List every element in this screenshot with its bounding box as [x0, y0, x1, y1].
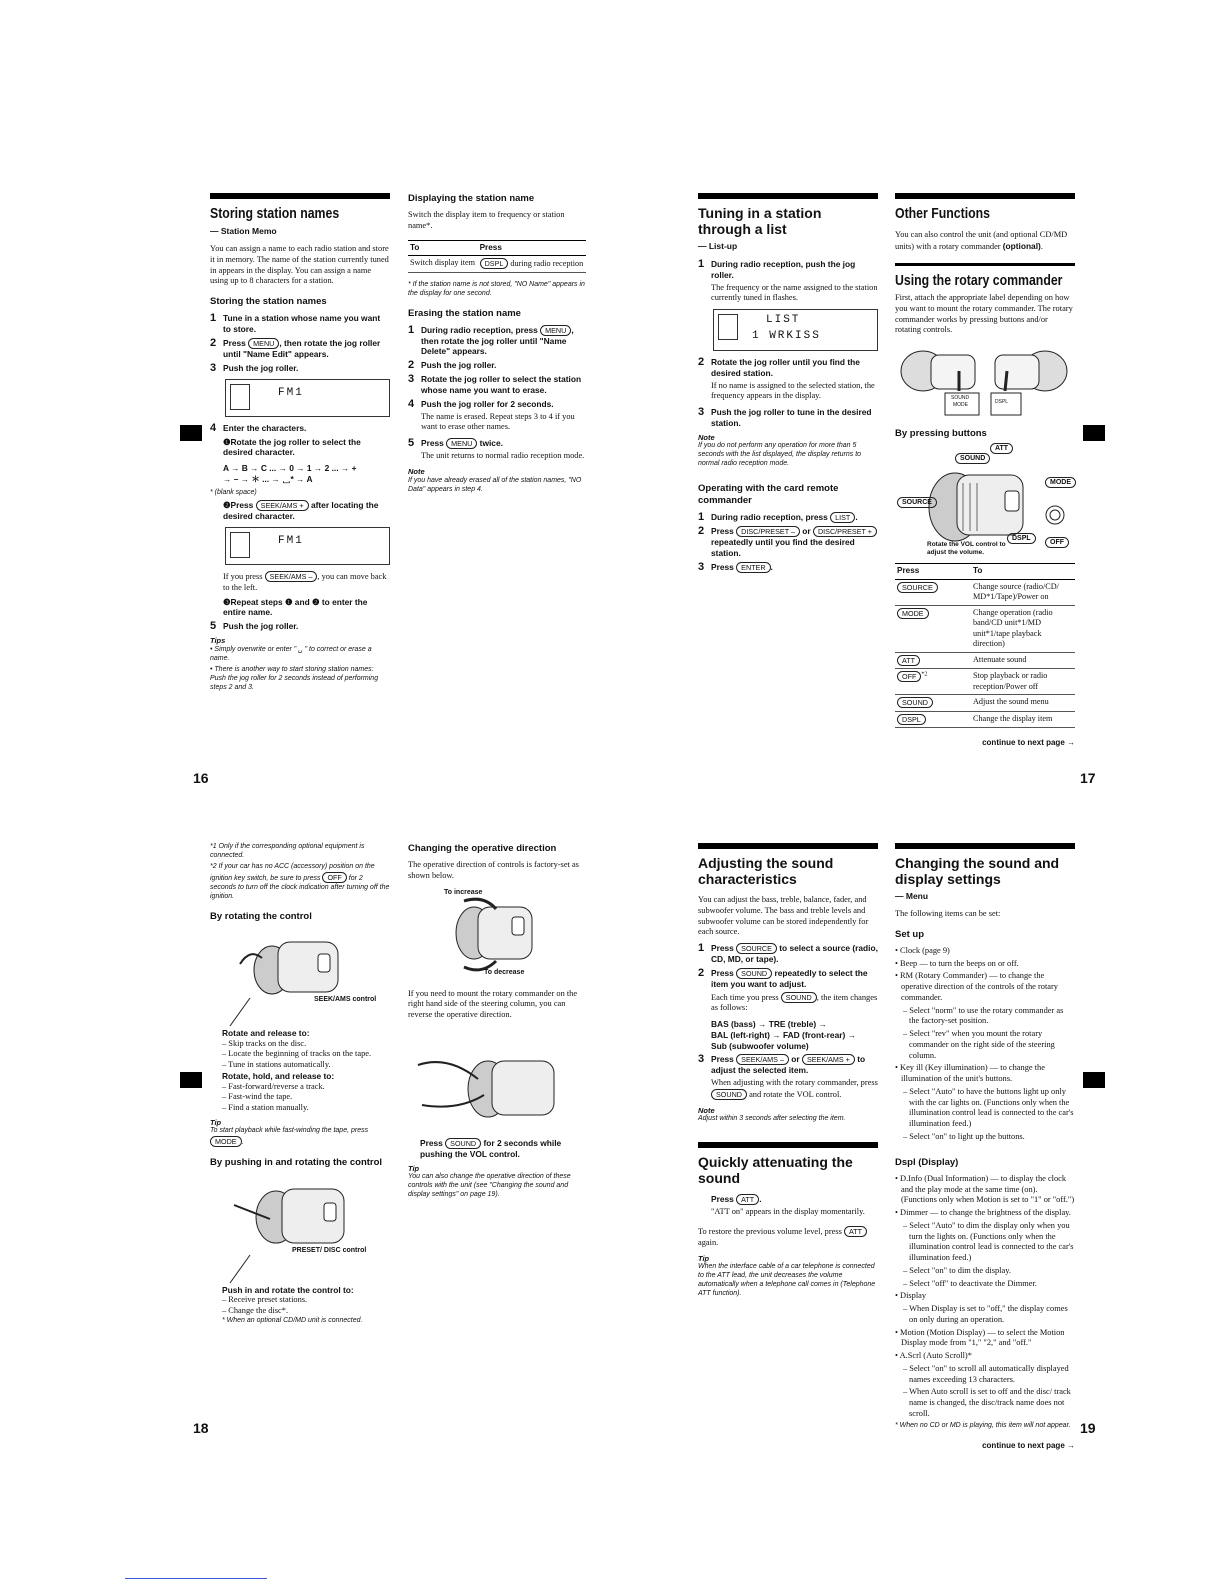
source-button-label: SOURCE: [897, 497, 937, 508]
pressing-buttons-heading: By pressing buttons: [895, 428, 987, 439]
p16-left-column: [210, 193, 390, 695]
list-item: – Select "Auto" to have the buttons light up only with the car lights on. (Functions only when the illumination control lead is connected to the car's illumination feed.): [903, 1086, 1074, 1129]
tuning-note: If you do not perform any operation for more than 5 seconds with the list displayed, the display returns to normal radio reception mode.: [698, 442, 862, 468]
storing-step-2: 2 Press MENU , then rotate the jog roller until "Name Edit" appears.: [210, 336, 381, 359]
p19-left-column: [698, 843, 878, 1301]
adjusting-title: Adjusting the sound characteristics: [698, 855, 834, 888]
p17-left-column: [698, 193, 878, 575]
list-item: – Select "rev" when you mount the rotary commander on the right side of the steering column.: [903, 1029, 1055, 1060]
section-rule: [895, 263, 1075, 266]
tuning-step-1: 1 During radio reception, push the jog roller.: [698, 258, 856, 280]
preset-label: PRESET/ DISC control: [292, 1246, 367, 1254]
list-item: • Dimmer — to change the brightness of the display.: [895, 1208, 1071, 1218]
push-list: – Receive preset stations. – Change the disc*. * When an optional CD/MD unit is connected.: [222, 1295, 363, 1324]
list-item: – Select "on" to light up the buttons.: [903, 1131, 1025, 1141]
section-rule: [698, 843, 878, 849]
list-item: • D.Info (Dual Information) — to display the clock and the play mode at the same time (on). (Functions only when Motion is set to "1" or "off."): [895, 1173, 1075, 1205]
p19-right-column: [895, 843, 1075, 1451]
step-4a: ❶Rotate the jog roller to select the desired character.: [223, 436, 361, 458]
storing-intro: You can assign a name to each radio station and store it in memory. The name of the station currently tuned in appears in the display. You can assign a name using up to 8 characters for a station.: [210, 244, 389, 286]
list-item: • Motion (Motion Display) — to select the Motion Display mode from "1," "2," and "off.": [895, 1327, 1065, 1348]
continue-note: continue to next page →: [982, 738, 1075, 748]
adjusting-step-3: 3 Press SEEK/AMS – or SEEK/AMS + to adjust the selected item.: [698, 1053, 866, 1076]
rotary-button-table: [895, 563, 1075, 728]
seek-control-drawing: [210, 928, 390, 1028]
table-row: Switch display item DSPL during radio reception: [408, 256, 586, 273]
char-sequence-1: A → B → C ... → 0 → 1 → 2 ... → +: [223, 463, 357, 474]
sound-press-instruction: Press SOUND for 2 seconds while pushing the VOL control.: [420, 1137, 562, 1159]
erasing-step-4-body: The name is erased. Repeat steps 3 to 4 if you want to erase other names.: [421, 411, 575, 432]
col-to: To: [971, 564, 1075, 580]
attenuating-press: Press ATT .: [711, 1194, 762, 1205]
direction-heading: Changing the operative direction: [408, 843, 557, 854]
section-rule: [698, 193, 878, 199]
erasing-note: If you have already erased all of the station names, "NO Data" appears in step 4.: [408, 476, 582, 493]
direction-intro: The operative direction of controls is factory-set as shown below.: [408, 860, 579, 880]
adjusting-step-2-body: Each time you press SOUND , the item changes as follows:: [711, 992, 878, 1013]
step-4c: ❸Repeat steps ❶ and ❷ to enter the entire name.: [223, 596, 368, 618]
changing-subtitle: — Menu: [895, 891, 929, 902]
buttons-illustration: [895, 445, 1075, 563]
seek-illustration: [210, 928, 390, 1028]
tip-2: • There is another way to start storing station names: Push the jog roller for 2 seconds instead of performing steps 2 and 3.: [210, 665, 379, 691]
list-item: – Select "norm" to use the rotary commander as the factory-set position.: [903, 1005, 1064, 1026]
adjusting-step-1: 1 Press SOURCE to select a source (radio, CD, MD, or tape).: [698, 942, 878, 965]
seek-label: SEEK/AMS control: [314, 995, 377, 1003]
list-item: • Key ill (Key illumination) — to change the illumination of the unit's buttons.: [895, 1063, 1045, 1084]
p18-right-column: [408, 843, 586, 1202]
list-item: – When Display is set to "off," the display comes on only during an operation.: [903, 1304, 1068, 1324]
card-step-2: 2 Press DISC/PRESET – or DISC/PRESET + repeatedly until you find the desired station.: [698, 526, 878, 559]
lcd-display-1: FM1: [225, 379, 390, 417]
edge-marker: [180, 1072, 202, 1088]
section-rule: [895, 193, 1075, 199]
storing-heading: Storing the station names: [210, 296, 327, 308]
card-step-1: 1 During radio reception, press LIST .: [698, 511, 858, 524]
attenuating-title: Quickly attenuating the sound: [698, 1154, 853, 1187]
sound-press-illustration: [408, 1035, 586, 1135]
adjusting-step-2: 2 Press SOUND repeatedly to select the item you want to adjust.: [698, 966, 868, 989]
p17-right-column: [895, 193, 1075, 748]
other-functions-title: Other Functions: [895, 205, 990, 222]
decrease-label: To decrease: [484, 968, 525, 976]
erasing-step-2: 2 Push the jog roller.: [408, 359, 497, 372]
dspl-list: [895, 1174, 1075, 1420]
sound-sequence-2: BAL (left-right) → FAD (front-rear) →: [711, 1029, 856, 1040]
attenuating-body: "ATT on" appears in the display momentarily.: [711, 1207, 865, 1217]
p16-right-column: [408, 193, 586, 496]
list-item: – Select "on" to dim the display.: [903, 1265, 1011, 1275]
rotate-hold-heading: Rotate, hold, and release to:: [222, 1070, 335, 1081]
displaying-intro: Switch the display item to frequency or station name*.: [408, 210, 565, 230]
rotate-release-heading: Rotate and release to:: [222, 1027, 310, 1038]
setup-list: [895, 946, 1075, 1143]
page-number-16: 16: [193, 770, 209, 786]
label-illustration: [895, 341, 1075, 419]
pushing-heading: By pushing in and rotating the control: [210, 1157, 383, 1169]
rotate-release-list: – Skip tracks on the disc. – Locate the beginning of tracks on the tape. – Tune in stations automatically.: [222, 1038, 372, 1070]
storing-step-4: 4 Enter the characters.: [210, 421, 307, 434]
char-sequence-2: → – → ＊ ... → ␣* → A: [223, 473, 313, 484]
sound-sequence-1: BAS (bass) → TRE (treble) →: [711, 1019, 827, 1030]
dspl-heading: Dspl (Display): [895, 1156, 959, 1168]
tuning-note-heading: Note: [698, 432, 715, 442]
list-item: – Select "Auto" to dim the display only when you turn the lights on. (Functions only when the illumination control lead is connected to the car's illumination feed.): [903, 1220, 1074, 1263]
adjusting-intro: You can adjust the bass, treble, balance, fader, and subwoofer volume. The bass and treble levels and subwoofer volume can be stored independently for each source.: [698, 895, 869, 937]
preset-control-drawing: [210, 1175, 390, 1285]
tuning-title: Tuning in a station through a list: [698, 205, 822, 238]
blank-note: * (blank space): [210, 488, 257, 496]
push-heading: Push in and rotate the control to:: [222, 1284, 354, 1295]
table-row: OFF $^{*2}$ Stop playback or radio reception/Power off: [895, 669, 1075, 695]
continue-note: continue to next page →: [982, 1440, 1075, 1450]
storing-title: Storing station names: [210, 205, 340, 222]
table-row: SOURCE Change source (radio/CD/ MD*1/Tape)/Power on: [895, 579, 1075, 605]
tip-1: • Simply overwrite or enter " ␣ " to correct or erase a name.: [210, 645, 372, 662]
list-item: • RM (Rotary Commander) — to change the operative direction of the controls of the rotary commander.: [895, 971, 1058, 1002]
adjusting-note-heading: Note: [698, 1105, 715, 1115]
off-button-label: OFF: [1045, 537, 1069, 548]
page-number-18: 18: [193, 1420, 209, 1436]
table-row: DSPL Change the display item: [895, 711, 1075, 728]
step-4b-body: If you press SEEK/AMS – , you can move back to the left.: [223, 572, 387, 592]
bottom-link-line: [125, 1578, 267, 1579]
rotary-intro: First, attach the appropriate label depending on how you want to mount the rotary commander. The rotary commander works by pressing buttons and/or rotating controls.: [895, 293, 1073, 335]
other-intro: You can also control the unit (and optional CD/MD units) with a rotary commander (optional).: [895, 230, 1068, 251]
rotating-heading: By rotating the control: [210, 910, 312, 922]
adjusting-step-3-body: When adjusting with the rotary commander, press SOUND and rotate the VOL control.: [711, 1078, 878, 1099]
p18-left-column: [210, 843, 390, 1328]
erasing-step-4: 4 Push the jog roller for 2 seconds.: [408, 397, 554, 410]
displaying-table: [408, 240, 586, 273]
storing-subtitle: — Station Memo: [210, 226, 277, 237]
changing-title: Changing the sound and display settings: [895, 855, 1060, 888]
list-item: • A.Scrl (Auto Scroll)*: [895, 1351, 972, 1361]
increase-label: To increase: [444, 888, 483, 896]
dspl-button-label: DSPL: [1007, 533, 1036, 544]
setup-heading: Set up: [895, 928, 925, 940]
lcd-list-display: LIST 1 WRKISS: [713, 309, 878, 351]
mode-button-label: MODE: [1045, 477, 1076, 488]
table-row: MODE Change operation (radio band/CD unit*1/MD unit*1/tape playback direction): [895, 605, 1075, 652]
rotate-hold-list: – Fast-forward/reverse a track. – Fast-wind the tape. – Find a station manually.: [222, 1081, 325, 1113]
list-item: • Beep — to turn the beeps on or off.: [895, 958, 1019, 968]
list-item: – Select "on" to scroll all automatically displayed names exceeding 13 characters.: [903, 1363, 1069, 1384]
card-step-3: 3 Press ENTER .: [698, 560, 773, 573]
att-button-label: ATT: [990, 443, 1013, 454]
tip2-text: You can also change the operative direction of these controls with the unit (see "Changing the sound and display settings" on page 19).: [408, 1173, 571, 1199]
section-rule: [210, 193, 390, 199]
storing-step-5: 5 Push the jog roller.: [210, 620, 299, 633]
rotary-label-drawing: [895, 341, 1075, 419]
step-4b: ❷Press SEEK/AMS + after locating the desired character.: [223, 500, 379, 522]
list-item: • Clock (page 9): [895, 945, 950, 955]
page-number-17: 17: [1080, 770, 1096, 786]
page-number-19: 19: [1080, 1420, 1096, 1436]
label-mode: MODE: [953, 402, 968, 408]
edge-marker: [1083, 425, 1105, 441]
erasing-step-5-body: The unit returns to normal radio reception mode.: [421, 451, 585, 461]
col-to: To: [408, 240, 478, 256]
tip2-heading: Tip: [408, 1163, 420, 1173]
tuning-step-2-body: If no name is assigned to the selected station, the frequency appears in the display.: [711, 380, 875, 401]
tip-heading: Tip: [210, 1117, 222, 1127]
list-item: • Display: [895, 1291, 927, 1301]
attenuating-tip-heading: Tip: [698, 1253, 710, 1263]
edge-marker: [1083, 1072, 1105, 1088]
erasing-heading: Erasing the station name: [408, 307, 521, 319]
displaying-footnote: * If the station name is not stored, "NO Name" appears in the display for one second.: [408, 280, 585, 297]
erasing-step-5: 5 Press MENU twice.: [408, 437, 503, 450]
adjusting-note: Adjust within 3 seconds after selecting the item.: [698, 1115, 846, 1123]
edge-marker: [180, 425, 202, 441]
list-item: – Select "off" to deactivate the Dimmer.: [903, 1278, 1037, 1288]
footnote-2: *2 If your car has no ACC (accessory) position on the ignition key switch, be sure to press OFF for 2 seconds to turn off the clock indication after turning off the ignition.: [210, 862, 390, 900]
sound-sequence-3: Sub (subwoofer volume): [711, 1040, 809, 1051]
changing-footnote: * When no CD or MD is playing, this item will not appear.: [895, 1421, 1071, 1429]
list-item: – When Auto scroll is set to off and the disc/ track name is changed, the disc/track name does not scroll.: [903, 1387, 1071, 1418]
vol-caption: Rotate the VOL control to adjust the volume.: [927, 541, 1006, 557]
direction-drawing: [408, 887, 586, 977]
label-sound: SOUND: [951, 395, 970, 401]
attenuating-tip: When the interface cable of a car telephone is connected to the ATT lead, the unit decreases the volume automatically when a telephone call comes in (Telephone ATT function).: [698, 1263, 876, 1298]
erasing-note-heading: Note: [408, 466, 425, 476]
table-row: SOUND Adjust the sound menu: [895, 695, 1075, 712]
tips-heading: Tips: [210, 636, 226, 646]
footnote-1: *1 Only if the corresponding optional equipment is connected.: [210, 843, 365, 859]
attenuating-restore: To restore the previous volume level, press ATT again.: [698, 1226, 878, 1249]
rotary-title: Using the rotary commander: [895, 271, 1063, 289]
lcd-display-2: FM1: [225, 527, 390, 565]
sound-press-drawing: [408, 1035, 586, 1135]
displaying-heading: Displaying the station name: [408, 193, 535, 204]
menu-key: MENU: [248, 338, 279, 349]
tuning-step-2: 2 Rotate the jog roller until you find the desired station.: [698, 356, 860, 378]
section-rule: [895, 843, 1075, 849]
storing-step-3: 3 Push the jog roller.: [210, 361, 299, 374]
tuning-subtitle: — List-up: [698, 241, 738, 252]
direction-illustration: [408, 887, 586, 977]
tip-text: To start playback while fast-winding the tape, press MODE .: [210, 1127, 369, 1147]
tuning-step-3: 3 Push the jog roller to tune in the desired station.: [698, 406, 872, 428]
changing-intro: The following items can be set:: [895, 909, 1001, 919]
direction-body: If you need to mount the rotary commander on the right hand side of the steering column, you can reverse the operative direction.: [408, 988, 578, 1020]
preset-illustration: [210, 1175, 390, 1285]
table-row: ATT Attenuate sound: [895, 652, 1075, 669]
card-remote-heading: Operating with the card remote commander: [698, 483, 839, 507]
storing-step-1: 1 Tune in a station whose name you want to store.: [210, 312, 381, 335]
col-press: Press: [895, 564, 971, 580]
sound-button-label: SOUND: [955, 453, 990, 464]
erasing-step-1: 1 During radio reception, press MENU , then rotate the jog roller until "Name Delete" appears.: [408, 323, 574, 357]
col-press: Press: [478, 240, 586, 256]
section-rule: [698, 1142, 878, 1148]
erasing-step-3: 3 Rotate the jog roller to select the station whose name you want to erase.: [408, 373, 582, 395]
label-dspl: DSPL: [995, 399, 1009, 405]
tuning-step-1-body: The frequency or the name assigned to the station currently tuned in flashes.: [711, 282, 878, 303]
